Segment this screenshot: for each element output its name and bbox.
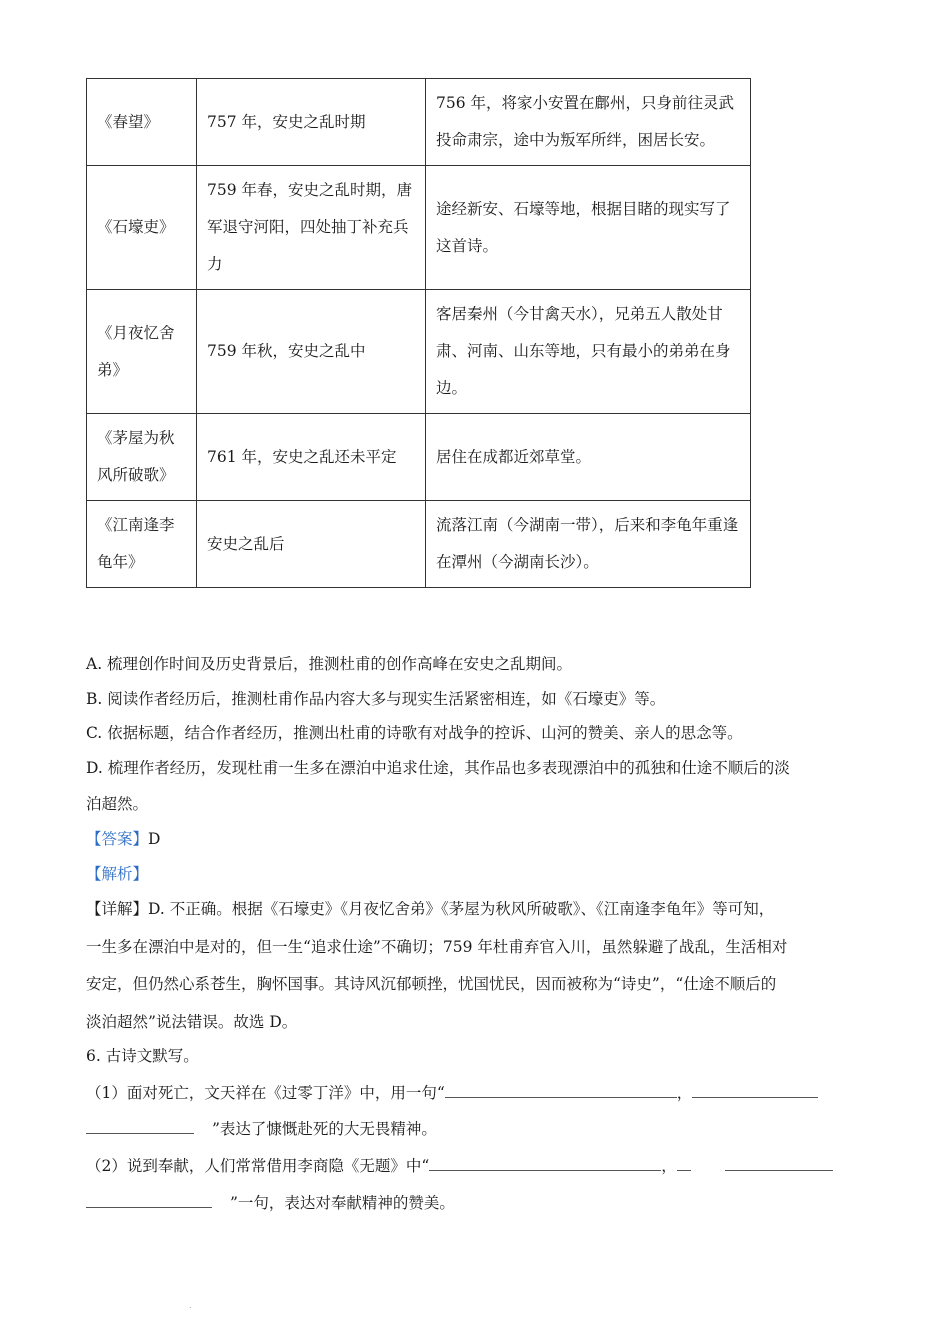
author-experience-cell: 居住在成都近郊草堂。 — [426, 414, 751, 501]
table-row — [87, 414, 751, 501]
poem-title-cell: 《月夜忆舍弟》 — [87, 290, 197, 414]
author-experience-cell: 流落江南（今湖南一带），后来和李龟年重逢在潭州（今湖南长沙）。 — [426, 501, 751, 588]
table-row — [87, 79, 751, 166]
part2-comma: ， — [661, 1157, 677, 1175]
detail-line4: 淡泊超然”说法错误。故选 D。 — [86, 1013, 298, 1031]
detail-line1 — [86, 897, 774, 919]
question-6-part2 — [86, 1153, 833, 1176]
analysis-tag: 【解析】 — [86, 865, 149, 883]
creation-time-cell: 759 年春，安史之乱时期，唐军退守河阳，四处抽丁补充兵力 — [197, 166, 426, 290]
table-row — [87, 290, 751, 414]
analysis-line — [86, 862, 148, 884]
part2-end: ”一句，表达对奉献精神的赞美。 — [230, 1194, 455, 1212]
answer-value: D — [148, 830, 161, 848]
question-6-part1-cont — [86, 1116, 437, 1139]
option-d-line1: D. 梳理作者经历，发现杜甫一生多在漂泊中追求仕途，其作品也多表现漂泊中的孤独和仕途不顺后的淡 — [86, 759, 790, 777]
detail-line3: 安定，但仍然心系苍生，胸怀国事。其诗风沉郁顿挫，忧国忧民，因而被称为“诗史”，“仕途不顺后的 — [86, 975, 777, 993]
detail-text: D. 不正确。根据《石壕吏》《月夜忆舍弟》《茅屋为秋风所破歌》、《江南逢李龟年》等可知， — [148, 900, 775, 918]
author-experience-cell: 途经新安、石壕等地，根据目睹的现实写了这首诗。 — [426, 166, 751, 290]
poem-title-cell: 《石壕吏》 — [87, 166, 197, 290]
option-d-line2: 泊超然。 — [86, 795, 149, 813]
poem-background-table — [86, 78, 751, 588]
footer-mark: . — [189, 1301, 192, 1310]
question-6-part2-cont — [86, 1190, 455, 1213]
author-experience-cell: 756 年，将家小安置在鄜州，只身前往灵武投命肃宗，途中为叛军所绊，困居长安。 — [426, 79, 751, 166]
option-b: B. 阅读作者经历后，推测杜甫作品内容大多与现实生活紧密相连，如《石壕吏》等。 — [86, 690, 666, 708]
fill-blank-2[interactable] — [692, 1080, 818, 1098]
question-6-part1 — [86, 1080, 818, 1103]
creation-time-cell: 761 年，安史之乱还未平定 — [197, 414, 426, 501]
part1-comma: ， — [676, 1084, 693, 1102]
answer-line — [86, 827, 160, 849]
poem-title-cell: 《江南逢李龟年》 — [87, 501, 197, 588]
creation-time-cell: 759 年秋，安史之乱中 — [197, 290, 426, 414]
question-6-title: 6. 古诗文默写。 — [86, 1047, 199, 1065]
part2-prompt: （2）说到奉献，人们常常借用李商隐《无题》中“ — [86, 1157, 430, 1175]
creation-time-cell: 安史之乱后 — [197, 501, 426, 588]
option-a: A. 梳理创作时间及历史背景后，推测杜甫的创作高峰在安史之乱期间。 — [86, 655, 573, 673]
table-row — [87, 501, 751, 588]
part1-end: ”表达了慷慨赴死的大无畏精神。 — [212, 1120, 437, 1138]
creation-time-cell: 757 年，安史之乱时期 — [197, 79, 426, 166]
table-row — [87, 166, 751, 290]
part1-prompt: （1）面对死亡，文天祥在《过零丁洋》中，用一句“ — [86, 1084, 445, 1102]
fill-blank-2-cont[interactable] — [86, 1116, 194, 1134]
answer-tag: 【答案】 — [86, 830, 149, 848]
fill-blank-1[interactable] — [445, 1080, 677, 1098]
detail-line2: 一生多在漂泊中是对的，但一生“追求仕途”不确切；759 年杜甫弃官入川，虽然躲避了战乱，生活相对 — [86, 938, 788, 956]
poem-title-cell: 《春望》 — [87, 79, 197, 166]
option-c: C. 依据标题，结合作者经历，推测出杜甫的诗歌有对战争的控诉、山河的赞美、亲人的思念等。 — [86, 724, 743, 742]
author-experience-cell: 客居秦州（今甘禽天水），兄弟五人散处甘肃、河南、山东等地，只有最小的弟弟在身边。 — [426, 290, 751, 414]
fill-blank-4-cont[interactable] — [86, 1190, 212, 1208]
detail-tag: 【详解】 — [86, 900, 149, 918]
fill-blank-3[interactable] — [429, 1153, 661, 1171]
poem-title-cell: 《茅屋为秋风所破歌》 — [87, 414, 197, 501]
fill-blank-3-tail[interactable] — [677, 1153, 691, 1171]
fill-blank-4[interactable] — [725, 1153, 833, 1171]
